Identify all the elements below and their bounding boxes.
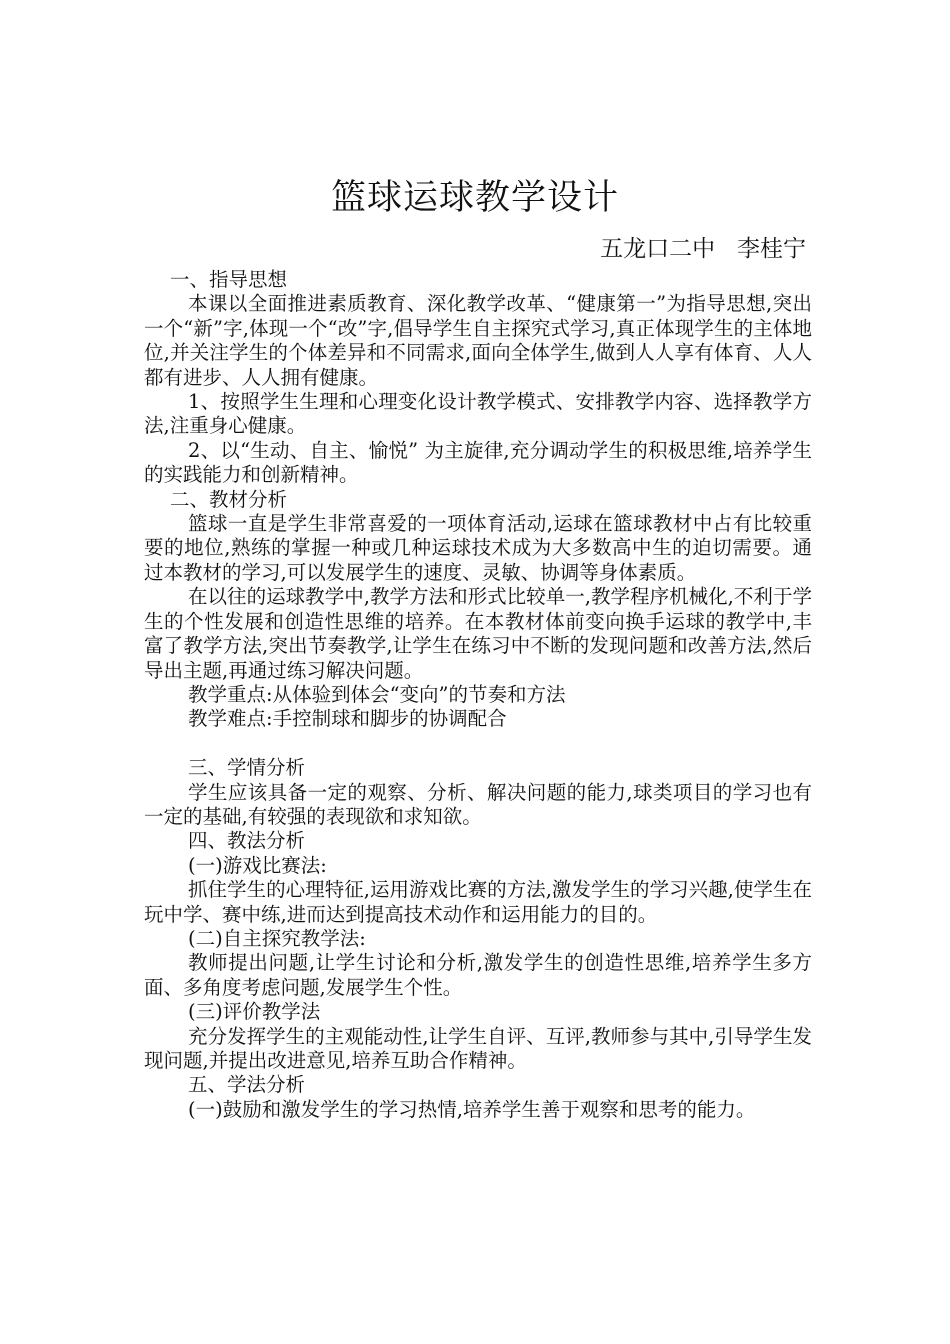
paragraph: 在以往的运球教学中,教学方法和形式比较单一,教学程序机械化,不利于学生的个性发展和创造性思维的培养。在本教材体前变向换手运球的教学中,丰富了教学方法,突出节奏教学,让学生在练习中不断的发现问题和改善方法,然后导出主题,再通过练习解决问题。 (144, 585, 812, 682)
paragraph: 1、按照学生生理和心理变化设计教学模式、安排教学内容、选择教学方法,注重身心健康。 (144, 390, 812, 438)
paragraph: 篮球一直是学生非常喜爱的一项体育活动,运球在篮球教材中占有比较重要的地位,熟练的掌握一种或几种运球技术成为大多数高中生的迫切需要。通过本教材的学习,可以发展学生的速度、灵敏、协调等身体素质。 (144, 512, 812, 584)
paragraph: 2、以“生动、自主、愉悦” 为主旋律,充分调动学生的积极思维,培养学生的实践能力和创新精神。 (144, 438, 812, 487)
blank-line (144, 732, 812, 756)
paragraph: 抓住学生的心理特征,运用游戏比赛的方法,激发学生的学习兴趣,使学生在玩中学、赛中练,进而达到提高技术动作和运用能力的目的。 (144, 878, 812, 926)
document-title: 篮球运球教学设计 (330, 178, 619, 218)
method-heading: (一)游戏比赛法: (188, 853, 327, 877)
section-heading-student-analysis: 三、学情分析 (188, 756, 306, 780)
paragraph: 本课以全面推进素质教育、深化教学改革、“健康第一”为指导思想,突出一个“新”字,体现一个“改”字,倡导学生自主探究式学习,真正体现学生的主体地位,并关注学生的个体差异和不同需求,面向全体学生,做到人人享有体育、人人都有进步、人人拥有健康。 (144, 292, 812, 389)
document-author: 五龙口二中 李桂宁 (600, 236, 806, 262)
teaching-difficulty: 教学难点:手控制球和脚步的协调配合 (188, 707, 507, 731)
section-heading-teaching-methods: 四、教法分析 (188, 829, 306, 853)
method-heading: (二)自主探究教学法: (188, 926, 366, 950)
section-heading-guiding-ideology: 一、指导思想 (170, 268, 288, 291)
section-heading-material-analysis: 二、教材分析 (170, 487, 288, 511)
paragraph: 学生应该具备一定的观察、分析、解决问题的能力,球类项目的学习也有一定的基础,有较强的表现欲和求知欲。 (144, 780, 812, 828)
method-heading: (三)评价教学法 (188, 1000, 321, 1024)
paragraph: (一)鼓励和激发学生的学习热情,培养学生善于观察和思考的能力。 (188, 1097, 756, 1121)
teaching-key-point: 教学重点:从体验到体会“变向”的节奏和方法 (188, 682, 566, 706)
section-heading-learning-methods: 五、学法分析 (188, 1073, 306, 1097)
document-body (144, 268, 812, 1122)
paragraph: 充分发挥学生的主观能动性,让学生自评、互评,教师参与其中,引导学生发现问题,并提出改进意见,培养互助合作精神。 (144, 1024, 812, 1072)
paragraph: 教师提出问题,让学生讨论和分析,激发学生的创造性思维,培养学生多方面、多角度考虑问题,发展学生个性。 (144, 951, 812, 999)
